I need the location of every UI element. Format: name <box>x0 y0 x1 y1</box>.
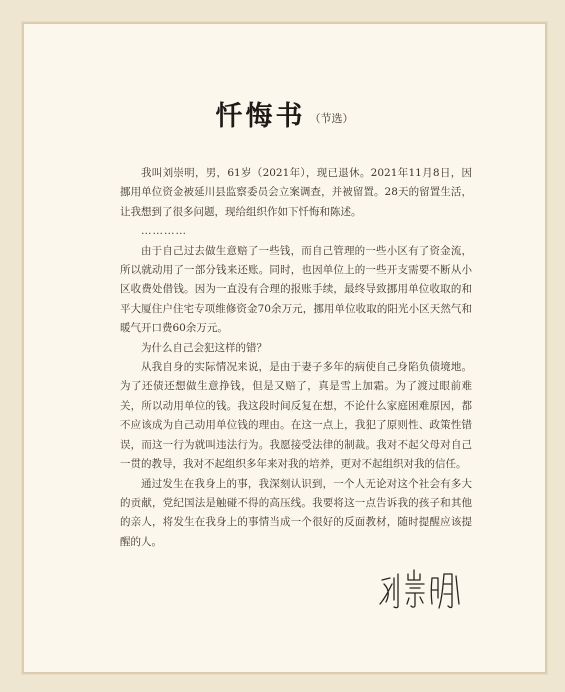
paragraph: 通过发生在我身上的事，我深刻认识到，一个人无论对这个社会有多大的贡献，党纪国法是触碰不得的高压线。我要将这一点告诉我的孩子和其他的亲人，将发生在我身上的事情当成一个很好的反面教材，随时提醒应该提醒的人。 <box>120 477 472 548</box>
document-page <box>22 22 547 674</box>
document-body <box>120 164 472 552</box>
handwritten-signature <box>376 566 466 612</box>
ellipsis: ………… <box>141 225 187 238</box>
document-title: 忏悔书 <box>215 101 306 132</box>
signature-drawing <box>376 566 466 612</box>
paragraph: 从我自身的实际情况来说，是由于妻子多年的病使自己身陷负债境地。为了还债还想做生意挣钱，但是又赔了，真是雪上加霜。为了渡过眼前难关，所以动用单位的钱。我这段时间反复在想，不论什么家庭困难原因，都不应该成为自己动用单位钱的理由。在这一点上，我犯了原则性、政策性错误，而这一行为就叫违法行为。我愿接受法律的制裁。我对不起父母对自己一贯的教导，我对不起组织多年来对我的培养，更对不起组织对我的信任。 <box>120 361 472 471</box>
document-subtitle: （节选） <box>309 112 354 125</box>
paragraph: 我叫刘崇明，男，61岁（2021年），现已退休。2021年11月8日，因挪用单位资金被延川县监察委员会立案调查，并被留置。28天的留置生活，让我想到了很多问题，现给组织作如下忏悔和陈述。 <box>120 167 472 218</box>
paragraph: 由于自己过去做生意赔了一些钱，而自己管理的一些小区有了资金流，所以就动用了一部分钱来还账。同时，也因单位上的一些开支需要不断从小区收费处借钱。因为一直没有合理的报账手续，最终导致挪用单位收取的和平大厦住户住宅专项维修资金70余万元，挪用单位收取的阳光小区天然气和暖气开口费60余万元。 <box>120 244 472 335</box>
title-block <box>24 94 545 133</box>
paragraph: 为什么自己会犯这样的错？ <box>141 341 267 354</box>
